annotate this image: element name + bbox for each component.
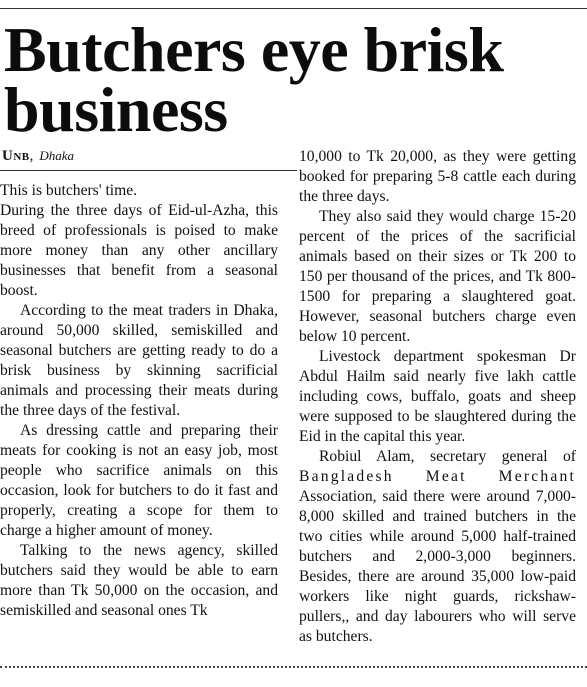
headline: Butchers eye brisk business <box>4 14 504 145</box>
paragraph-3: According to the meat traders in Dhaka, around 50,000 skilled, semiskilled and seasonal butchers are getting ready to do a brisk business by skinning sacrificial animals and processing their meats during the three days of the festival. <box>0 302 278 419</box>
article-column-right <box>299 147 576 647</box>
byline-rule <box>0 170 297 171</box>
paragraph-8 <box>299 447 576 647</box>
paragraph-5: Talking to the news agency, skilled butchers said they would be able to earn more than Tk 50,000 on the occasion, and semiskilled and seasonal ones Tk <box>0 542 278 619</box>
bottom-dotted-rule <box>0 666 587 668</box>
byline <box>2 146 74 166</box>
paragraph-5-continued: 10,000 to Tk 20,000, as they were getting booked for preparing 5-8 cattle each during the three days. <box>299 148 576 205</box>
byline-place: Dhaka <box>39 148 75 163</box>
paragraph-2: During the three days of Eid-ul-Azha, this breed of professionals is poised to make more money than any other ancillary businesses that benefit from a seasonal boost. <box>0 202 278 299</box>
paragraph-4: As dressing cattle and preparing their meats for cooking is not an easy job, most people who sacrifice animals on this occasion, look for butchers to do it fast and properly, creating a scope for them to charge a higher amount of money. <box>0 422 278 539</box>
paragraph-6: They also said they would charge 15-20 percent of the prices of the sacrificial animals based on their sizes or Tk 200 to 150 per thousand of the prices, and Tk 800-1500 for preparing a slaughtered goat. However, seasonal butchers charge even below 10 percent. <box>299 208 576 345</box>
byline-agency: Unb <box>2 148 30 164</box>
top-rule <box>0 8 587 9</box>
article-column-left <box>0 181 278 621</box>
organization-name: Bangladesh Meat Merchant <box>299 468 576 485</box>
byline-separator: , <box>29 148 34 164</box>
paragraph-7: Livestock department spokesman Dr Abdul Hailm said nearly five lakh cattle including cows, buffalo, goats and sheep were supposed to be slaughtered during the Eid in the capital this year. <box>299 348 576 445</box>
paragraph-1: This is butchers' time. <box>0 182 138 199</box>
paragraph-8-start: Robiul Alam, secretary general of <box>319 448 576 465</box>
paragraph-8-rest: Association, said there were around 7,000-8,000 skilled and trained butchers in the two cities while around 5,000 half-trained butchers and 2,000-3,000 beginners. Besides, there are around 35,000 low-paid workers like night guards, rickshaw-pullers,, and day labourers who will serve as butchers. <box>299 488 576 645</box>
